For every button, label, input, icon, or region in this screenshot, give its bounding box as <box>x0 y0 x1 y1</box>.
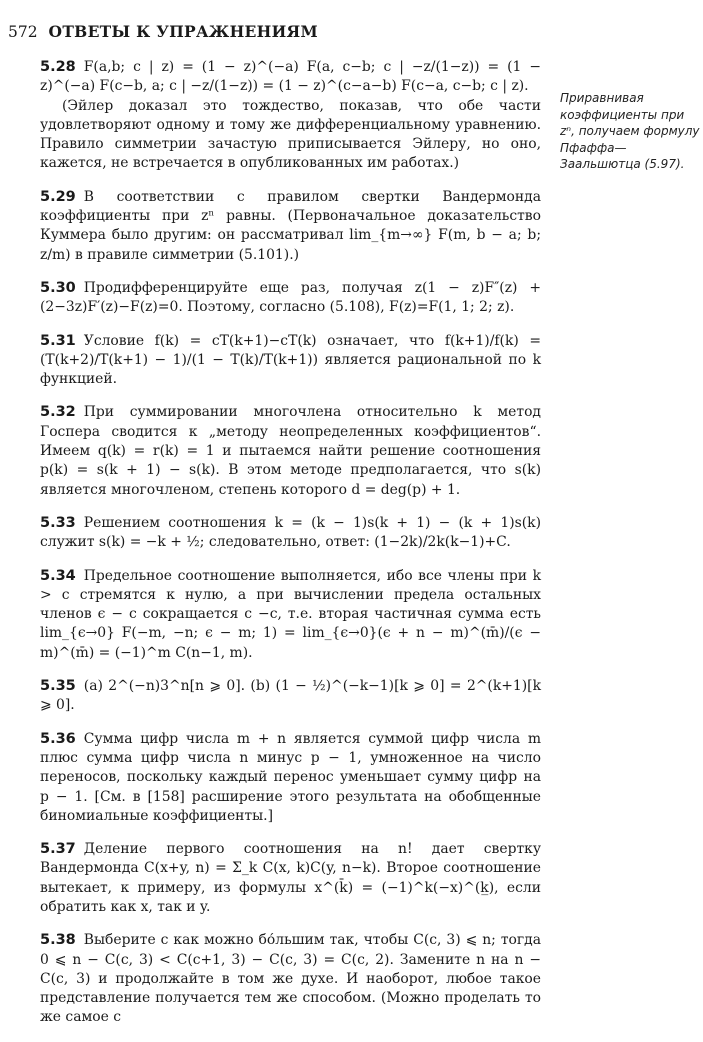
exercise-5-35 <box>40 677 541 716</box>
exercise-text <box>40 514 541 553</box>
exercise-body: Сумма цифр числа m + n является суммой цифр числа m плюс сумма цифр числа n минус p − 1, умноженное на число переносов, поскольку каждый перенос уменьшает сумму цифр на p − 1. [См. в [158] расширение этого результата на обобщенные биномиальные коэффициенты.] <box>40 730 541 824</box>
exercise-5-32 <box>40 403 541 499</box>
running-title: ОТВЕТЫ К УПРАЖНЕНИЯМ <box>48 22 318 41</box>
exercise-number: 5.28 <box>40 59 76 75</box>
exercise-5-34 <box>40 567 541 663</box>
exercise-body: Продифференцируйте еще раз, получая z(1 − z)F″(z) + (2−3z)F′(z)−F(z)=0. Поэтому, согласно (5.108), F(z)=F(1, 1; 2; z). <box>40 279 541 316</box>
exercise-text <box>40 677 541 716</box>
exercise-body: F(a,b; c | z) = (1 − z)^(−a) F(a, c−b; c | −z/(1−z)) = (1 − z)^(−a) F(c−b, a; c | −z/(1−z)) = (1 − z)^(c−a−b) F(c−a, c−b; c | z). <box>40 59 541 95</box>
exercise-body: Выберите c как можно бо́льшим так, чтобы C(c, 3) ⩽ n; тогда 0 ⩽ n − C(c, 3) < C(c+1, 3) − C(c, 3) = C(c, 2). Замените n на n − C(c, 3) и продолжайте в том же духе. И наоборот, любое такое представление получается тем же способом. (Можно проделать то же самое с <box>40 932 541 1026</box>
exercise-body: При суммировании многочлена относительно k метод Госпера сводится к „методу неопределенных коэффициентов“. Имеем q(k) = r(k) = 1 и пытаемся найти решение соотношения p(k) = s(k + 1) − s(k). В этом методе предполагается, что s(k) является многочленом, степень которого d = deg(p) + 1. <box>40 404 541 498</box>
exercise-number: 5.29 <box>40 188 76 205</box>
exercise-number: 5.36 <box>40 730 76 747</box>
exercise-5-36 <box>40 730 541 826</box>
exercise-text <box>40 931 541 1027</box>
page-number: 572 <box>8 23 38 41</box>
exercise-5-30 <box>40 279 541 318</box>
exercise-5-38 <box>40 931 541 1027</box>
page-header <box>8 22 318 41</box>
exercise-number: 5.31 <box>40 332 76 349</box>
exercise-remark <box>40 97 541 174</box>
exercise-number: 5.38 <box>40 932 76 949</box>
exercise-number: 5.30 <box>40 279 76 296</box>
exercise-5-31 <box>40 332 541 390</box>
exercise-5-28 <box>40 58 541 174</box>
answers-column <box>40 58 541 1042</box>
exercise-number: 5.32 <box>40 404 76 421</box>
exercise-5-33 <box>40 514 541 553</box>
exercise-number: 5.35 <box>40 678 76 695</box>
exercise-body: (a) 2^(−n)3^n[n ⩾ 0]. (b) (1 − ½)^(−k−1)[k ⩾ 0] = 2^(k+1)[k ⩾ 0]. <box>40 678 541 714</box>
exercise-number: 5.33 <box>40 514 76 531</box>
exercise-body: (Эйлер доказал это тождество, показав, что обе части удовлетворяют одному и тому же дифференциальному уравнению. Правило симметрии зачастую приписывается Эйлеру, но оно, кажется, не встречается в опубликованных им работах.) <box>40 97 541 172</box>
exercise-5-37 <box>40 840 541 917</box>
exercise-text <box>40 58 541 97</box>
exercise-body: Деление первого соотношения на n! дает свертку Вандермонда C(x+y, n) = Σ_k C(x, k)C(y, n−k). Второе соотношение вытекает, к примеру, из формулы x^(k̄) = (−1)^k(−x)^(k̲), если обратить как x, так и y. <box>40 841 541 915</box>
exercise-text <box>40 188 541 265</box>
exercise-text <box>40 567 541 663</box>
exercise-body: Решением соотношения k = (k − 1)s(k + 1) − (k + 1)s(k) служит s(k) = −k + ½; следовательно, ответ: (1−2k)/2k(k−1)+C. <box>40 514 541 551</box>
exercise-text <box>40 840 541 917</box>
exercise-body: В соответствии с правилом свертки Вандермонда коэффициенты при zⁿ равны. (Первоначальное доказательство Куммера было другим: он рассматривал lim_{m→∞} F(m, b − a; b; z/m) в правиле симметрии (5.101).) <box>40 188 541 263</box>
exercise-body: Условие f(k) = cT(k+1)−cT(k) означает, что f(k+1)/f(k) = (T(k+2)/T(k+1) − 1)/(1 − T(k)/T(k+1)) является рациональной по k функцией. <box>40 332 541 388</box>
exercise-number: 5.37 <box>40 841 76 858</box>
exercise-5-29 <box>40 188 541 265</box>
exercise-number: 5.34 <box>40 567 76 584</box>
exercise-text <box>40 332 541 390</box>
exercise-text <box>40 279 541 318</box>
exercise-text <box>40 730 541 826</box>
margin-note: Приравнивая коэффициенты при zⁿ, получаем формулу Пфаффа—Заальшютца (5.97). <box>560 91 700 171</box>
exercise-text <box>40 403 541 499</box>
exercise-body: Предельное соотношение выполняется, ибо все члены при k > c стремятся к нулю, а при вычислении предела остальных членов ϵ − c сокращается c −c, т.е. вторая частичная сумма есть lim_{ϵ→0} F(−m, −n; ϵ − m; 1) = lim_{ϵ→0}(ϵ + n − m)^(m̄)/(ϵ − m)^(m̄) = (−1)^m C(n−1, m). <box>40 567 541 661</box>
